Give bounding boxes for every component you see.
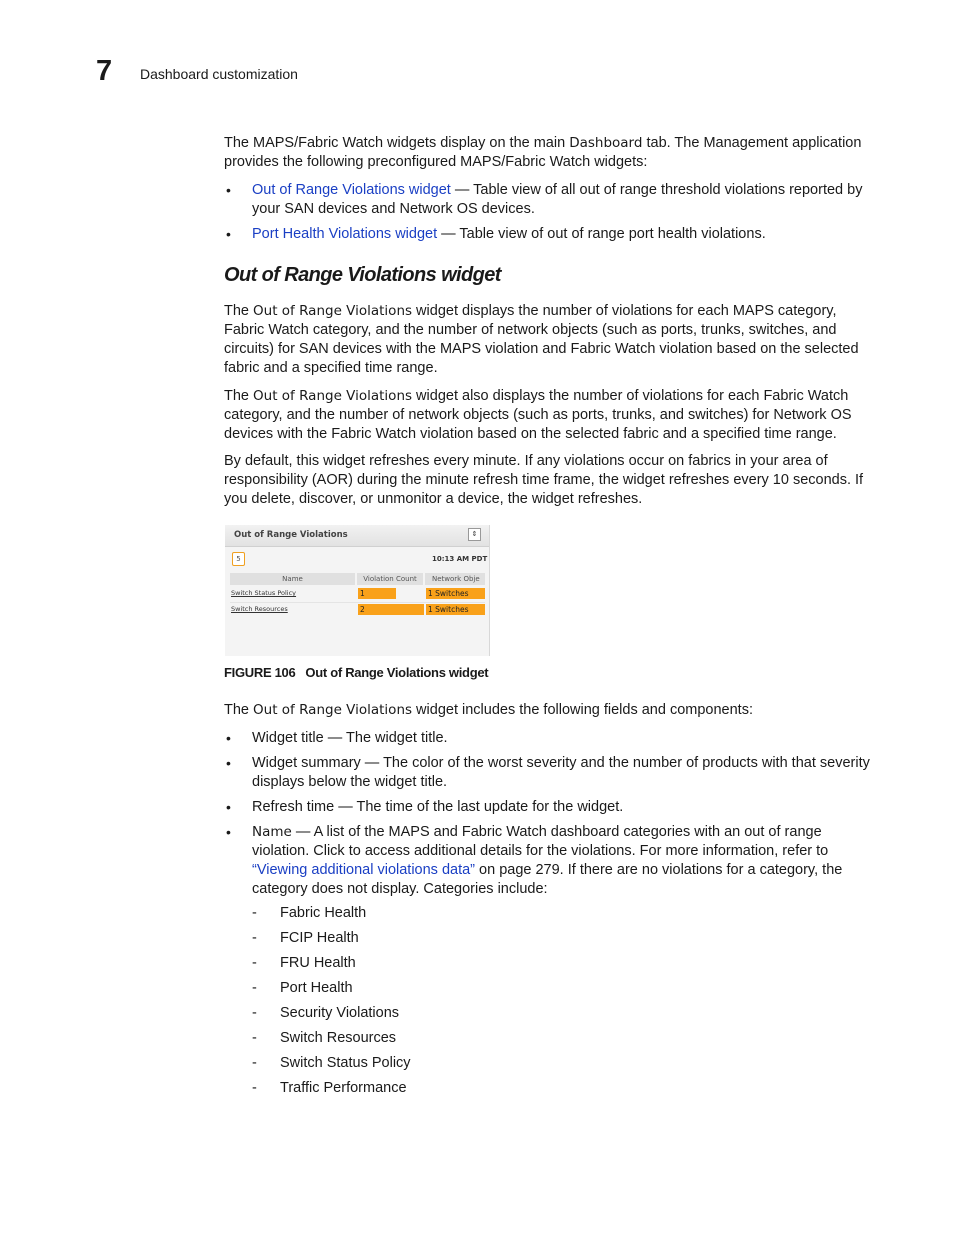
- list-item-text: Widget summary — The color of the worst severity and the number of products with that severity displays below the widget title.: [252, 755, 870, 790]
- list-item: [224, 729, 874, 748]
- fields-intro: [224, 701, 874, 720]
- network-objects-bar: 1 Switches: [426, 588, 485, 599]
- widget-term: Out of Range Violations: [253, 702, 413, 718]
- list-item-text: — Table view of all out of range threshold violations reported by your SAN devices and Network OS devices.: [252, 182, 863, 217]
- list-item-text: Widget title — The widget title.: [252, 730, 448, 746]
- section-paragraph-3: By default, this widget refreshes every minute. If any violations occur on fabrics in your area of responsibility (AOR) during the minute refresh time frame, the widget refreshes every 10 seconds. If you delete, discover, or unmonitor a device, the widget refreshes.: [224, 453, 864, 507]
- categories-list: [252, 904, 411, 1104]
- out-of-range-widget-link[interactable]: Out of Range Violations widget: [252, 182, 451, 198]
- figure-label: FIGURE 106: [224, 665, 296, 680]
- category-label: FRU Health: [280, 955, 356, 971]
- chapter-title: Dashboard customization: [140, 66, 298, 82]
- category-item: [252, 954, 411, 979]
- column-header-name[interactable]: Name: [230, 573, 355, 585]
- list-item: [224, 225, 874, 244]
- category-item: [252, 904, 411, 929]
- intro-paragraph: [224, 134, 874, 172]
- name-term: Name: [252, 824, 292, 840]
- widget-title: Out of Range Violations: [234, 530, 348, 540]
- dash-icon: -: [252, 1055, 257, 1071]
- violation-count-bar: 1: [358, 588, 396, 599]
- category-label: FCIP Health: [280, 930, 359, 946]
- out-of-range-widget: [225, 525, 490, 656]
- figure-caption: [224, 665, 488, 680]
- para-text: widget also displays the number of violations for each Fabric Watch category, and the number of network objects (such as ports, trunks, and switches) for Network OS devices with the Fabric Watch violation based on the selected fabric and a specified time range.: [224, 388, 852, 442]
- list-item-text: Refresh time — The time of the last update for the widget.: [252, 799, 624, 815]
- category-label: Switch Status Policy: [280, 1055, 411, 1071]
- list-item: [224, 823, 874, 899]
- para-text: The: [224, 702, 254, 718]
- category-link[interactable]: Switch Status Policy: [231, 589, 297, 597]
- category-label: Switch Resources: [280, 1030, 397, 1046]
- widget-term: Out of Range Violations: [253, 303, 413, 319]
- list-item-text: on page 279. If there are no violations for a category, the category does not display. Categories include:: [252, 862, 843, 897]
- viewing-violations-link[interactable]: “Viewing additional violations data”: [252, 862, 476, 878]
- category-item: [252, 979, 411, 1004]
- bullet-icon: •: [226, 799, 231, 815]
- network-objects-bar: 1 Switches: [426, 604, 485, 615]
- intro-text-b: tab. The Management application provides the following preconfigured MAPS/Fabric Watch widgets:: [224, 135, 862, 170]
- category-item: [252, 929, 411, 954]
- list-item: [224, 181, 874, 219]
- bullet-icon: •: [226, 755, 231, 771]
- list-item: [224, 754, 874, 792]
- category-label: Port Health: [280, 980, 353, 996]
- widget-list: [224, 181, 874, 244]
- column-header-violation-count[interactable]: Violation Count: [357, 573, 423, 585]
- list-item-text: — Table view of out of range port health violations.: [437, 226, 766, 242]
- refresh-time: 10:13 AM PDT: [432, 555, 488, 563]
- widget-term: Out of Range Violations: [253, 388, 413, 404]
- dash-icon: -: [252, 955, 257, 971]
- table-row: [230, 604, 485, 618]
- chapter-number: 7: [96, 55, 113, 87]
- dash-icon: -: [252, 905, 257, 921]
- para-text: widget displays the number of violations for each MAPS category, Fabric Watch category, and the number of network objects (such as ports, trunks, switches, and circuits) for SAN devices with the MAPS violation and Fabric Watch violation based on the selected fabric and a specified time range.: [224, 303, 859, 376]
- column-header-network-objects[interactable]: Network Obje: [425, 573, 485, 585]
- list-item-text: — A list of the MAPS and Fabric Watch dashboard categories with an out of range violation. Click to access additional details for the violations. For more information, refer to: [252, 824, 829, 859]
- figure-caption-text: Out of Range Violations widget: [305, 665, 489, 680]
- list-item: [224, 798, 874, 817]
- bullet-icon: •: [226, 182, 231, 198]
- category-link[interactable]: Switch Resources: [231, 605, 288, 613]
- para-text: The: [224, 303, 254, 319]
- bullet-icon: •: [226, 824, 231, 840]
- port-health-widget-link[interactable]: Port Health Violations widget: [252, 226, 438, 242]
- section-paragraph-2: [224, 387, 874, 444]
- widget-header: [225, 525, 489, 547]
- dash-icon: -: [252, 1030, 257, 1046]
- category-label: Fabric Health: [280, 905, 367, 921]
- table-row: [230, 588, 485, 603]
- category-label: Security Violations: [280, 1005, 400, 1021]
- widget-menu-button[interactable]: ⇕: [468, 528, 481, 541]
- violation-count-bar: 2: [358, 604, 424, 615]
- dash-icon: -: [252, 1080, 257, 1096]
- para-text: widget includes the following fields and components:: [412, 702, 753, 718]
- dash-icon: -: [252, 930, 257, 946]
- category-item: [252, 1029, 411, 1054]
- dashboard-term: Dashboard: [569, 135, 643, 151]
- para-text: The: [224, 388, 254, 404]
- widget-summary-badge[interactable]: 5: [232, 552, 245, 566]
- bullet-icon: •: [226, 730, 231, 746]
- category-item: [252, 1004, 411, 1029]
- dash-icon: -: [252, 980, 257, 996]
- bullet-icon: •: [226, 226, 231, 242]
- dash-icon: -: [252, 1005, 257, 1021]
- category-item: [252, 1079, 411, 1104]
- intro-text-a: The MAPS/Fabric Watch widgets display on the main: [224, 135, 570, 151]
- section-heading: Out of Range Violations widget: [224, 264, 501, 286]
- category-item: [252, 1054, 411, 1079]
- fields-list: [224, 729, 874, 899]
- section-paragraph-1: [224, 302, 874, 378]
- category-label: Traffic Performance: [280, 1080, 407, 1096]
